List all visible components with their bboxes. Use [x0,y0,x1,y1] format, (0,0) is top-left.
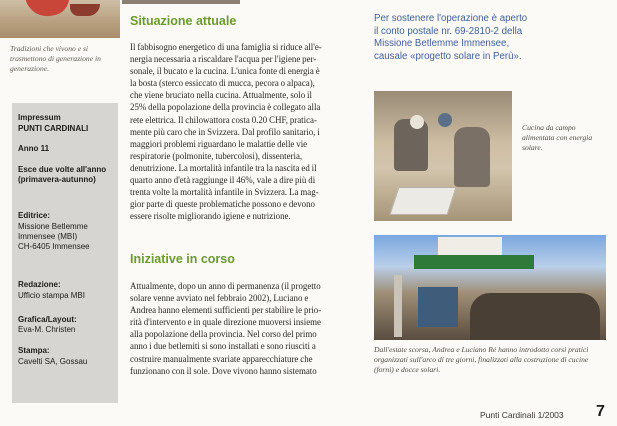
photo-ladder [394,275,402,337]
body-line: nergia necessaria a riscaldare l'acqua per l'igiene per- [130,54,317,65]
photo-crowd [470,293,600,340]
body-line: alla popolazione della provincia. Nel corso del primo [130,329,317,340]
impressum-editorial-label: Redazione: [18,280,61,289]
photo-person-head [438,113,452,127]
section-heading-situation: Situazione attuale [130,14,237,28]
impressum-title: Impressum [18,113,61,122]
footer-credit: Punti Cardinali 1/2003 [480,410,564,420]
impressum-print-value: Cavelti SA, Gossau [18,357,88,366]
impressum-publisher-line: Missione Betlemme [18,222,88,231]
page-number: 7 [596,403,605,420]
solar-course-photo-caption: Dall'estate scorsa, Andrea e Luciano Ré hanno introdotto corsi pratici organizzati sull'arco di tre giorni, finalizzati alla costruzione di cucine (forni) e docce solari. [374,345,589,374]
impressum-design-label: Grafica/Layout: [18,315,77,324]
traditions-photo [0,0,120,38]
photo-person [454,127,490,187]
photo-detail-dark-cloth [70,4,100,16]
callout-line: Per sostenere l'operazione è aperto [374,13,528,24]
body-line: trenta volte la mortalità infantile in Svizzera. La mag- [130,187,319,198]
section-body-situation [130,41,358,222]
body-line: sonale, il bucato e la cucina. L'unica fonte di energia è [130,66,320,77]
callout-line: causale «progetto solare in Perù». [374,50,522,62]
impressum-year: Anno 11 [18,144,50,153]
impressum-editorial-value: Ufficio stampa MBI [18,291,85,300]
solar-cooker-photo [374,91,512,221]
body-line: costruire manualmente svariate apparecchiature che [130,353,313,364]
impressum-design-value: Eva-M. Christen [18,325,76,334]
body-line: Il fabbisogno energetico di una famiglia si riduce all'e- [130,42,322,52]
body-line: quarto anno d'età raggiunge il 46%, vale a dire più di [130,175,316,186]
callout-line: il conto postale nr. 69-2810-2 della [374,25,523,37]
impressum-publisher-label: Editrice: [18,211,51,220]
body-line: 25% della popolazione della provincia è collegato alla [130,102,321,113]
impressum-box [12,103,118,403]
body-line: gior parte di queste problematiche possono e devono [130,199,315,210]
photo-banner [438,237,502,257]
impressum-publisher-line: Immensee (MBI) [18,232,78,241]
photo-solar-cooker [389,187,456,215]
body-line: denutrizione. La mortalità infantile tra la nascita ed il [130,162,317,173]
solar-course-photo [374,235,606,340]
body-line: rità d'intervento e in quale direzione muoversi insieme [130,317,321,328]
impressum-print-label: Stampa: [18,346,50,355]
impressum-publisher-line: CH-6405 Immensee [18,242,90,251]
body-line: Andrea hanno elementi sufficienti per stabilire le prio- [130,305,322,316]
body-line: mente più caro che in Svizzera. Dal profilo sanitario, i [130,126,320,137]
photo-person-head [410,115,424,129]
body-line: essere risolte migliorando igiene e nutrizione. [130,211,291,222]
body-line: solare venne avviato nel febbraio 2002), Luciano e [130,293,309,304]
body-line: rete elettrica. Il chilowattora costa 0.20 CHF, pratica- [130,114,317,125]
section-body-initiatives [130,280,358,377]
donation-callout [374,13,606,63]
body-line: Attualmente, dopo un anno di permanenza (il progetto [130,281,321,291]
body-line: respiratorie (polmonite, tubercolosi), dissenteria, [130,150,303,161]
body-line: funzionano con il sole. Dove vivono hanno sistemato [130,365,317,376]
section-heading-initiatives: Iniziative in corso [130,252,235,266]
impressum-frequency: Esce due volte all'anno (primavera-autunno) [18,165,107,184]
body-line: che viene bruciato nella cucina. Attualmente, solo il [130,90,312,101]
top-photo-edge [122,0,240,4]
body-line: anno i due betlemiti si sono installati e sono riusciti a [130,341,316,352]
solar-cooker-photo-caption: Cucina da campo alimentata con energia solare. [522,123,593,152]
impressum-publication: PUNTI CARDINALI [18,124,89,133]
photo-display-panels [418,287,458,327]
body-line: la bosta (sterco essiccato di mucca, pecora o alpaca), [130,78,315,89]
photo-tent [414,255,534,269]
traditions-photo-caption: Tradizioni che vivono e si trasmettono di generazione in generazione. [10,44,101,74]
photo-detail-red-cloth [25,0,71,18]
callout-line: Missione Betlemme Immensee, [374,38,510,50]
body-line: maggiori problemi riguardano le malattie delle vie [130,138,308,149]
